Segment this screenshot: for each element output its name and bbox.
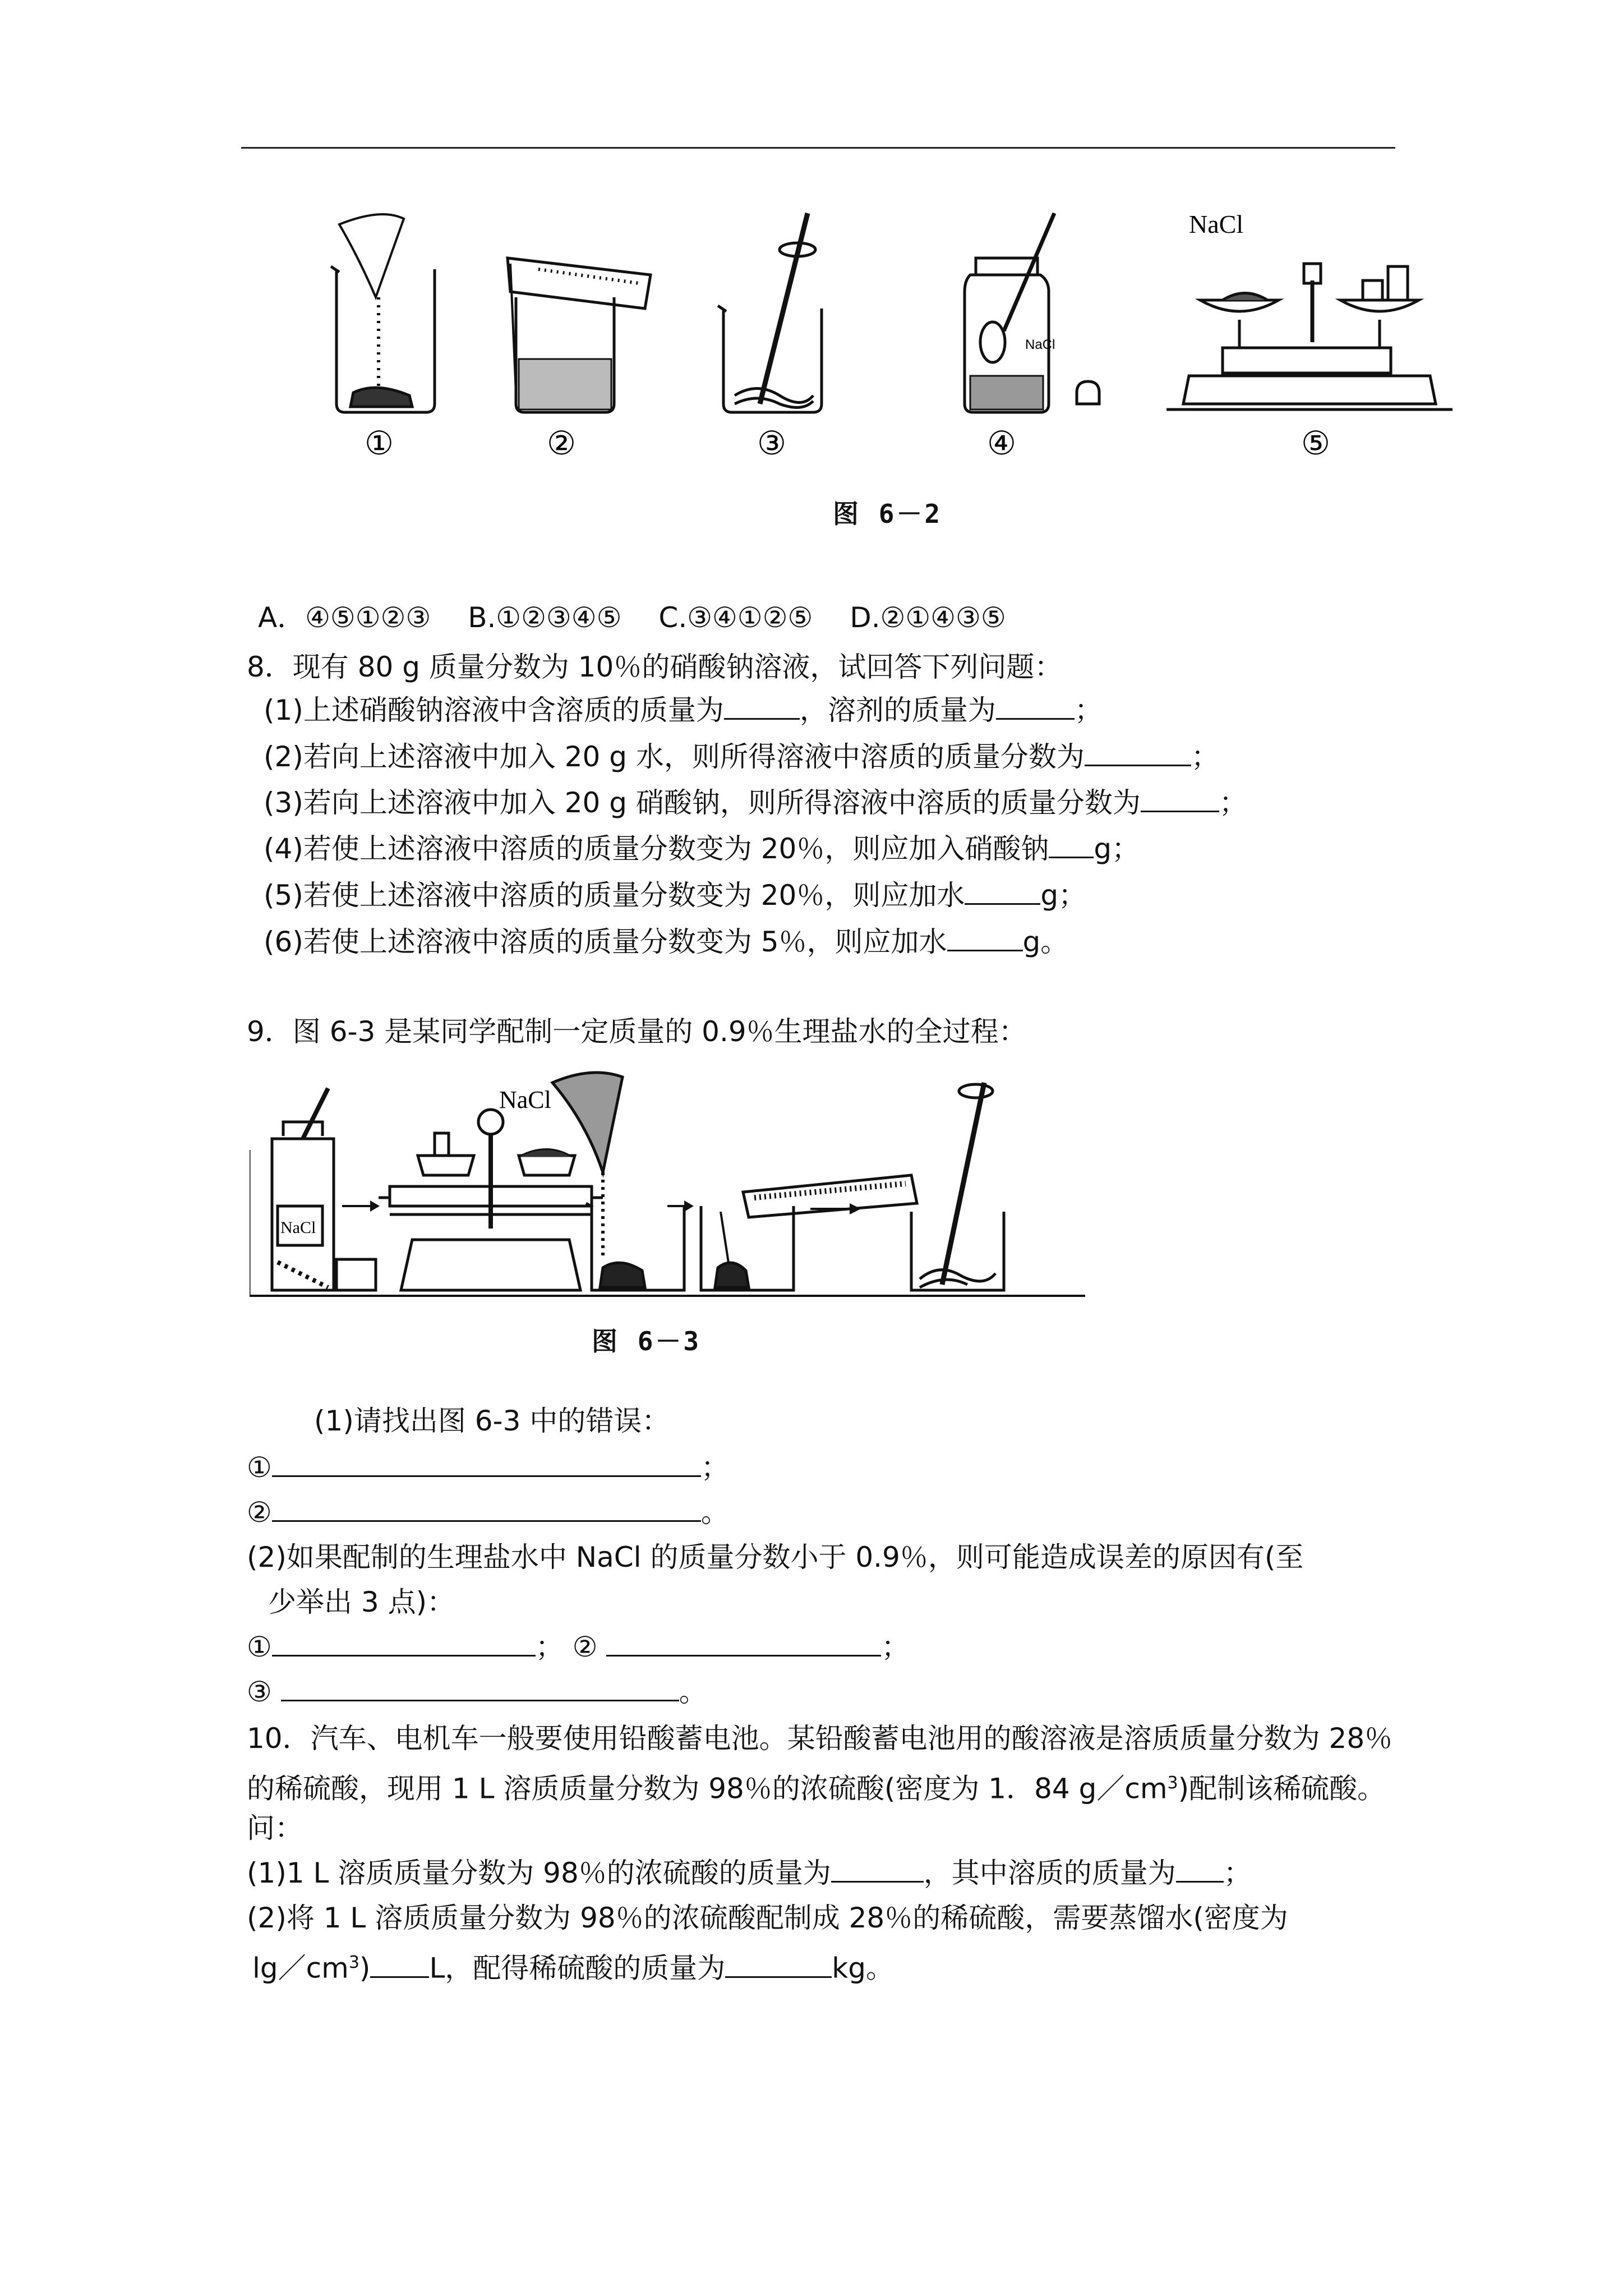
answer-blank[interactable] <box>1049 832 1094 858</box>
answer-blank[interactable] <box>370 1952 429 1978</box>
q7-options: A．④⑤①②③ B.①②③④⑤ C.③④①②⑤ D.②①④③⑤ <box>258 601 1006 634</box>
q9-reason-3: ③ 。 <box>247 1676 707 1708</box>
balance-drawing <box>379 1110 603 1290</box>
q10-part-2-cont: $\lg/cm^3$) L，配得稀硫酸的质量为 kg。 <box>252 1952 894 1985</box>
beaker-stirring-drawing <box>718 213 822 412</box>
q8-part-4: (4)若使上述溶液中溶质的质量分数变为 20％，则应加入硝酸钠 g； <box>264 832 1140 865</box>
figure-6-2-jar-label: NaCl <box>1025 337 1055 352</box>
q10-stem-line-2: 的稀硫酸，现用 1 L 溶质质量分数为 98％的浓硫酸(密度为 1．84 $g/cm^3$)配制该稀硫酸。 <box>247 1772 1386 1805</box>
q10-stem-line-3: 问： <box>247 1812 303 1844</box>
q8-part-2: (2)若向上述溶液中加入 20 g 水，则所得溶液中溶质的质量分数为 ； <box>264 740 1219 773</box>
answer-blank[interactable] <box>1085 740 1191 766</box>
q10-part-1: (1)1 L 溶质质量分数为 98％的浓硫酸的质量为 ，其中溶质的质量为 ； <box>247 1857 1252 1889</box>
q9-error-1: ① ； <box>247 1451 729 1484</box>
answer-blank[interactable] <box>1176 1856 1224 1883</box>
figure-6-3-nacl-label: NaCl <box>499 1086 551 1114</box>
beaker-with-cylinder-drawing <box>508 258 651 412</box>
figure-6-3-caption: 图 6－3 <box>592 1326 702 1356</box>
figure-6-2-label-1: ① <box>365 424 394 462</box>
reagent-jar-drawing <box>272 1088 376 1290</box>
answer-blank[interactable] <box>1141 786 1219 812</box>
figure-6-2-caption: 图 6－2 <box>833 499 943 529</box>
q8-stem: 8．现有 80 g 质量分数为 10％的硝酸钠溶液，试回答下列问题： <box>247 651 1063 683</box>
answer-blank[interactable] <box>272 1451 701 1477</box>
answer-blank[interactable] <box>947 925 1023 951</box>
q8-part-3: (3)若向上述溶液中加入 20 g 硝酸钠，则所得溶液中溶质的质量分数为 ； <box>264 786 1247 819</box>
reagent-jar-drawing <box>965 213 1099 412</box>
answer-blank[interactable] <box>965 878 1040 905</box>
answer-blank[interactable] <box>831 1856 924 1883</box>
q8-part-5: (5)若使上述溶液中溶质的质量分数变为 20％，则应加水 g； <box>264 879 1087 912</box>
figure-6-3 <box>250 1066 1085 1313</box>
q9-part-1: (1)请找出图 6-3 中的错误： <box>314 1405 670 1437</box>
answer-blank[interactable] <box>996 693 1075 720</box>
figure-6-2-nacl-label: NaCl <box>1189 210 1244 238</box>
figure-6-2 <box>314 202 1469 466</box>
answer-blank[interactable] <box>272 1496 701 1522</box>
beaker-with-cylinder-drawing <box>701 1175 917 1290</box>
answer-blank[interactable] <box>272 1630 536 1657</box>
beaker-with-paper-drawing <box>331 214 435 412</box>
balance-drawing <box>1166 264 1453 409</box>
figure-6-2-label-5: ⑤ <box>1301 424 1330 462</box>
figure-6-2-label-4: ④ <box>987 424 1016 462</box>
beaker-stirring-drawing <box>911 1083 1004 1290</box>
figure-6-2-label-2: ② <box>547 424 576 462</box>
answer-blank[interactable] <box>724 693 800 720</box>
answer-blank[interactable] <box>725 1952 832 1978</box>
header-rule <box>241 147 1395 149</box>
q8-part-6: (6)若使上述溶液中溶质的质量分数变为 5％，则应加水 g。 <box>264 926 1069 958</box>
figure-6-3-jar-label: NaCl <box>280 1218 316 1237</box>
q9-part-2-cont: 少举出 3 点)： <box>268 1586 455 1618</box>
answer-blank[interactable] <box>606 1630 881 1657</box>
q10-stem-line-1: 10．汽车、电机车一般要使用铅酸蓄电池。某铅酸蓄电池用的酸溶液是溶质质量分数为 28％ <box>247 1722 1393 1755</box>
q9-part-2: (2)如果配制的生理盐水中 NaCl 的质量分数小于 0.9％，则可能造成误差的原因有(至 <box>247 1541 1304 1573</box>
answer-blank[interactable] <box>281 1675 679 1701</box>
q9-error-2: ② 。 <box>247 1496 729 1529</box>
q10-part-2: (2)将 1 L 溶质质量分数为 98％的浓硫酸配制成 28％的稀硫酸，需要蒸馏水(密度为 <box>247 1902 1288 1934</box>
figure-6-2-label-3: ③ <box>757 424 786 462</box>
q8-part-1: (1)上述硝酸钠溶液中含溶质的质量为 ，溶剂的质量为 ； <box>264 694 1103 726</box>
q9-stem: 9．图 6-3 是某同学配制一定质量的 0.9％生理盐水的全过程： <box>247 1015 1027 1048</box>
q9-reasons-1-2: ① ； ② ； <box>247 1631 910 1663</box>
